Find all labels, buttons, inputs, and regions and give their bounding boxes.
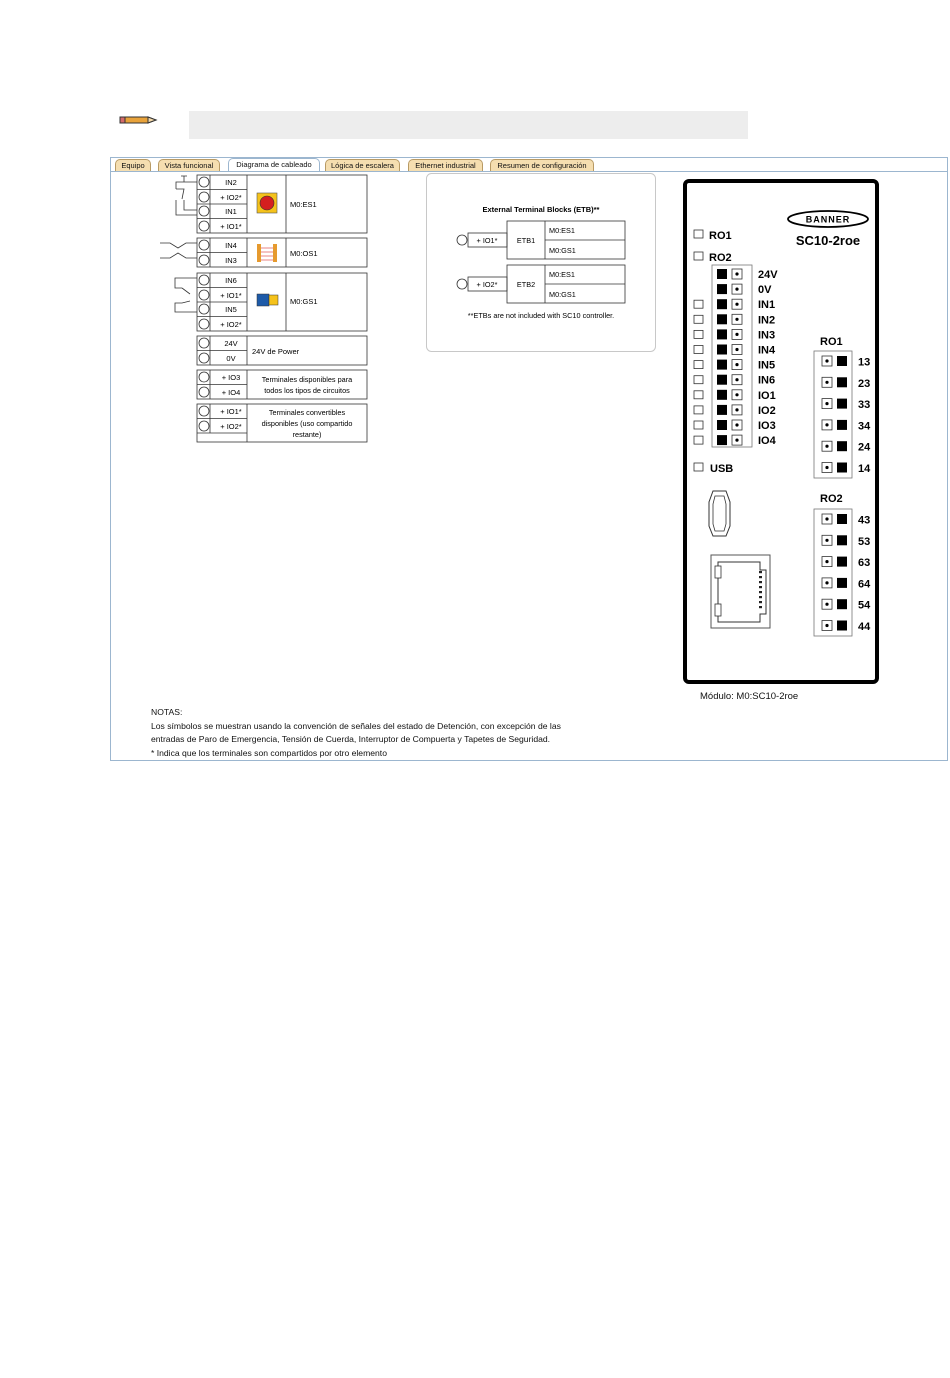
etb-footnote: **ETBs are not included with SC10 controller. — [467, 311, 615, 320]
terminal-label: IO4 — [758, 435, 776, 448]
terminal-screw — [717, 269, 727, 279]
light-curtain-icon — [257, 244, 277, 262]
terminal-screw — [717, 390, 727, 400]
device-label: M0:ES1 — [290, 200, 317, 209]
relay-dot — [825, 560, 828, 563]
terminal-screw — [717, 314, 727, 324]
tab-ethernet-industrial[interactable]: Ethernet industrial — [408, 159, 483, 171]
notes-line: Los símbolos se muestran usando la convención de señales del estado de Detención, con excepción de las — [151, 720, 561, 731]
terminal-dot — [735, 288, 738, 291]
relay-screw — [837, 356, 847, 366]
terminal-label: + IO3 — [221, 373, 241, 382]
relay-screw — [837, 441, 847, 451]
terminal-label: IN2 — [758, 314, 776, 327]
notes-title: NOTAS: — [151, 707, 183, 717]
relay-dot — [825, 539, 828, 542]
convertible-label-line: disponibles (uso compartido — [261, 419, 353, 428]
tab-resumen-de-configuracion[interactable]: Resumen de configuración — [490, 159, 594, 171]
terminal-dot — [735, 393, 738, 396]
ro2-title: RO2 — [820, 493, 843, 505]
relay-terminal-label: 63 — [858, 557, 871, 570]
terminal-label: + IO1* — [220, 291, 242, 300]
status-led — [694, 315, 703, 323]
terminal-label: IN1 — [225, 207, 237, 216]
relay-dot — [825, 581, 828, 584]
terminal-screw — [717, 299, 727, 309]
status-led — [694, 436, 703, 444]
status-led — [694, 376, 703, 384]
terminal-label: IO1 — [758, 389, 776, 402]
relay-terminal-label: 13 — [858, 356, 871, 369]
tab-logica-de-escalera[interactable]: Lógica de escalera — [325, 159, 400, 171]
etb2-device: M0:GS1 — [549, 290, 576, 299]
gate-switch-icon — [257, 294, 278, 306]
terminal-dot — [735, 348, 738, 351]
notes-line: entradas de Paro de Emergencia, Tensión de Cuerda, Interruptor de Compuerta y Tapetes de Seguridad. — [151, 734, 551, 744]
terminal-label: + IO1* — [220, 407, 242, 416]
terminal-screw — [717, 405, 727, 415]
relay-dot — [825, 445, 828, 448]
etb1-terminal: + IO1* — [476, 236, 498, 245]
relay-screw — [837, 578, 847, 588]
terminal-screw — [717, 360, 727, 370]
power-label: 24V de Power — [252, 347, 300, 356]
sc10-module — [682, 178, 882, 708]
available-label-line: todos los tipos de circuitos — [264, 386, 350, 395]
terminal-dot — [735, 333, 738, 336]
relay-terminal-label: 43 — [858, 514, 871, 527]
terminal-dot — [735, 272, 738, 275]
terminal-label: IN6 — [758, 374, 776, 387]
relay-dot — [825, 423, 828, 426]
tab-diagrama-de-cableado[interactable]: Diagrama de cableado — [228, 158, 320, 172]
group-convertible — [197, 404, 367, 442]
group-os1 — [197, 238, 367, 267]
relay-terminal-label: 24 — [858, 441, 871, 454]
relay-dot — [825, 359, 828, 362]
relay-screw — [837, 621, 847, 631]
relay-screw — [837, 463, 847, 473]
relay-screw — [837, 377, 847, 387]
status-led — [694, 330, 703, 338]
etb2-terminal: + IO2* — [476, 280, 498, 289]
relay-dot — [825, 466, 828, 469]
relay-screw — [837, 535, 847, 545]
led-ro2-label: RO2 — [709, 252, 732, 264]
terminal-label: IN3 — [225, 256, 237, 265]
wiring-diagram — [150, 170, 380, 445]
module-caption: Módulo: M0:SC10-2roe — [700, 691, 799, 702]
etb-title: External Terminal Blocks (ETB)** — [482, 205, 600, 214]
tab-vista-funcional[interactable]: Vista funcional — [158, 159, 220, 171]
terminal-label: 24V — [758, 269, 778, 281]
relay-screw — [837, 599, 847, 609]
etb1-device: M0:ES1 — [549, 226, 575, 235]
terminal-label: 0V — [226, 354, 236, 363]
tab-bar — [110, 157, 948, 171]
convertible-label-line: restante) — [292, 430, 322, 439]
status-led — [694, 361, 703, 369]
relay-terminal-label: 54 — [858, 599, 871, 612]
relay-dot — [825, 624, 828, 627]
terminal-label: IN6 — [225, 276, 237, 285]
terminal-label: IN5 — [758, 359, 776, 372]
terminal-label: + IO2* — [220, 320, 242, 329]
terminal-label: IN2 — [225, 178, 237, 187]
terminal-label: 24V — [224, 339, 238, 348]
etb1-name: ETB1 — [516, 236, 536, 245]
group-gs1 — [197, 273, 367, 331]
usb-label: USB — [710, 463, 734, 475]
led-ro1 — [694, 230, 703, 238]
led-ro1-label: RO1 — [709, 230, 732, 242]
terminal-screw — [717, 329, 727, 339]
terminal-label: + IO4 — [221, 388, 241, 397]
terminal-label: + IO2* — [220, 193, 242, 202]
terminal-screw — [717, 435, 727, 445]
terminal-dot — [735, 363, 738, 366]
status-led — [694, 421, 703, 429]
status-led — [694, 391, 703, 399]
etb2-name: ETB2 — [516, 280, 536, 289]
relay-terminal-label: 53 — [858, 535, 871, 548]
ro1-title: RO1 — [820, 336, 843, 348]
terminal-label: IO2 — [758, 404, 776, 417]
terminal-dot — [735, 423, 738, 426]
relay-dot — [825, 402, 828, 405]
terminal-label: IN1 — [758, 299, 776, 312]
etb-diagram — [425, 172, 657, 354]
etb-frame — [427, 174, 656, 352]
terminal-screw — [717, 345, 727, 355]
svg-text:BANNER: BANNER — [805, 214, 851, 225]
led-ro2 — [694, 252, 703, 260]
terminal-label: IO3 — [758, 420, 776, 432]
etb1-device: M0:GS1 — [549, 246, 576, 255]
status-led — [694, 300, 703, 308]
terminal-label: + IO1* — [220, 222, 242, 231]
terminal-label: IN5 — [225, 305, 237, 314]
terminal-screw — [717, 375, 727, 385]
ro1-terminal-block — [814, 351, 852, 478]
etb2-device: M0:ES1 — [549, 270, 575, 279]
status-led — [694, 406, 703, 414]
led-usb — [694, 463, 703, 471]
status-led — [694, 346, 703, 354]
ethernet-port-icon — [711, 555, 770, 628]
relay-screw — [837, 420, 847, 430]
terminal-screw — [717, 420, 727, 430]
emergency-stop-icon — [257, 193, 277, 213]
terminal-screw — [717, 284, 727, 294]
group-es1 — [197, 175, 367, 233]
convertible-label-line: Terminales convertibles — [268, 408, 346, 417]
switch-symbols — [160, 176, 197, 312]
terminal-dot — [735, 378, 738, 381]
terminal-label: IN4 — [225, 241, 237, 250]
relay-dot — [825, 517, 828, 520]
terminal-dot — [735, 408, 738, 411]
device-label: M0:GS1 — [290, 297, 318, 306]
note-text-field[interactable] — [189, 111, 748, 139]
relay-terminal-label: 34 — [858, 420, 871, 433]
relay-screw — [837, 514, 847, 524]
terminal-label: IN3 — [758, 329, 776, 342]
usb-port-icon — [709, 491, 730, 536]
tab-equipo[interactable]: Equipo — [115, 159, 151, 171]
terminal-label: 0V — [758, 284, 772, 297]
ro2-terminal-block — [814, 509, 852, 636]
relay-terminal-label: 23 — [858, 377, 871, 390]
group-power — [197, 336, 367, 365]
relay-screw — [837, 557, 847, 567]
relay-terminal-label: 33 — [858, 399, 871, 412]
notes-line: * Indica que los terminales son compartidos por otro elemento — [151, 747, 387, 758]
notes-section — [151, 706, 671, 760]
group-available — [197, 370, 367, 399]
relay-screw — [837, 399, 847, 409]
model-label: SC10-2roe — [795, 233, 861, 248]
relay-dot — [825, 381, 828, 384]
relay-terminal-label: 14 — [858, 463, 871, 475]
banner-logo — [788, 211, 868, 227]
device-label: M0:OS1 — [290, 249, 318, 258]
pencil-note-icon — [118, 113, 158, 127]
available-label-line: Terminales disponibles para — [261, 375, 353, 384]
relay-terminal-label: 64 — [858, 578, 871, 591]
relay-dot — [825, 603, 828, 606]
relay-terminal-label: 44 — [858, 621, 871, 633]
terminal-dot — [735, 318, 738, 321]
terminal-dot — [735, 303, 738, 306]
terminal-label: IN4 — [758, 344, 776, 357]
terminal-label: + IO2* — [220, 422, 242, 431]
terminal-dot — [735, 439, 738, 442]
